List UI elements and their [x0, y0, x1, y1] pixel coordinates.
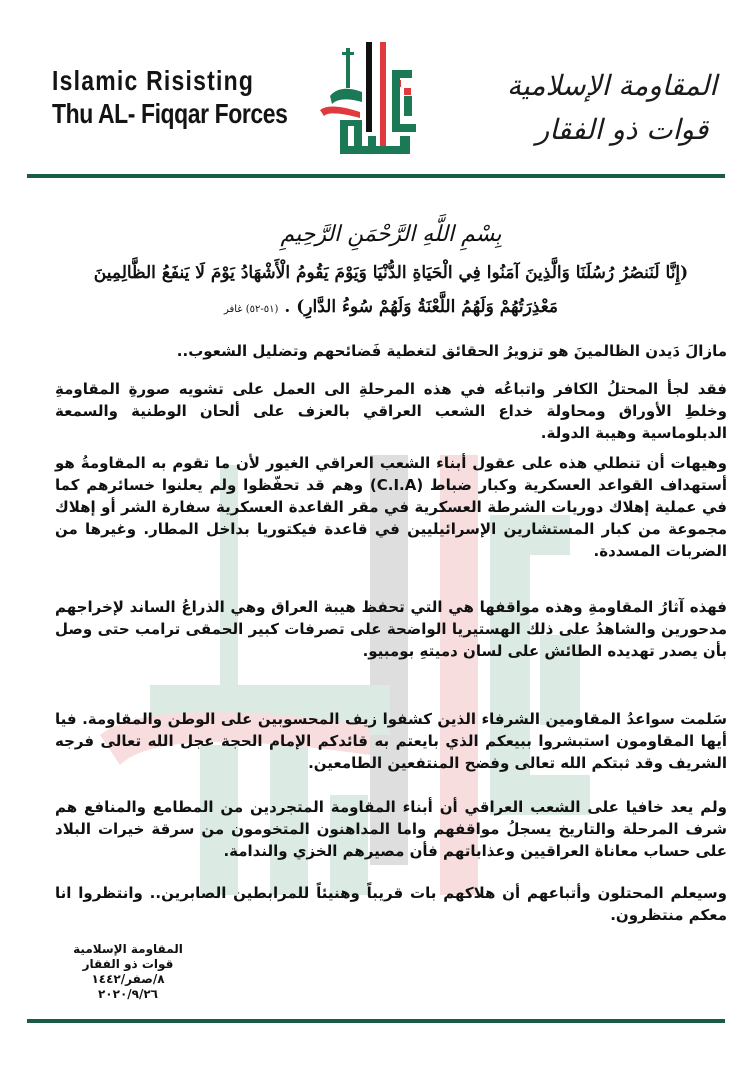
- paragraph-4: سَلمت سواعدُ المقاومين الشرفاء الذين كشفوا زيف المحسوبين على الوطن والمقاومة. فيا أيها المقاومون استبشروا ببيعكم الذي بايعتم به قائدكم الإمام الحجة عجل الله تعالى فرجه الشريف وقد ثبتكم الله تعالى وفضح المنتفعين الطامعين.: [55, 710, 727, 772]
- paragraph-5: ولم يعد خافيا على الشعب العراقي أن أبناء المقاومة المتجردين من المطامع والمنافع هم شرف المرحلة والتاريخ يسجلُ مواقفهم واما المداهنون المتخومون من سرقة خيرات البلاد على حساب معاناة العراقيين وعذاباتهم فأن مصيرهم الخزي والندامة.: [55, 798, 727, 860]
- english-title-line1: Islamic Risisting: [52, 65, 255, 96]
- english-title-line2: Thu AL- Fiqqar Forces: [52, 98, 288, 129]
- arabic-title-line1: المقاومة الإسلامية: [507, 69, 717, 102]
- arabic-org-name: [507, 64, 717, 152]
- arabic-title-line2: قوات ذو الفقار: [535, 113, 709, 146]
- signature-org: المقاومة الإسلامية: [73, 942, 183, 956]
- paragraph-2: وهيهات أن تنطلي هذه على عقول أبناء الشعب العراقي الغيور لأن ما تقوم به المقاومةُ هو أستهداف القواعد العسكرية وكبار ضباط (C.I.A) وهم قد تحفّظوا ولم يعلنوا خسائرهم كما في عملية إهلاك دوريات الشرطة العسكرية في مقر القاعدة العسكرية سفارة الشر أو إهلاك مجموعة من كبار المستشارين الإسرائيليين في قاعدة فيكتوريا بداخل المطار. وغيرها من الضربات المسددة.: [55, 454, 727, 560]
- verse-reference: (٥١-٥٢) غافر: [223, 304, 279, 315]
- hijri-date: ٨/صفر/١٤٤٢: [91, 972, 165, 986]
- logo-red-bar: [380, 42, 386, 154]
- intro-paragraph: مازالَ دَيدن الظالمينَ هو تزويرُ الحقائق لتغطية فَضائحهم وتضليل الشعوب..: [176, 342, 727, 360]
- letterhead: [0, 0, 755, 180]
- quran-verse: [55, 256, 727, 327]
- verse-line1: (إِنَّا لَنَنصُرُ رُسُلَنَا وَالَّذِينَ آمَنُوا فِي الْحَيَاةِ الدُّنْيَا وَيَوْمَ يَقُومُ الْأَشْهَادُ يَوْمَ لَا يَنفَعُ الظَّالِمِينَ: [93, 263, 689, 283]
- closing-paragraph: وسيعلم المحتلون وأتباعهم أن هلاكهم بات قريباً وهنيئاً للمرابطين الصابرين.. وانتظروا انا معكم منتظرون.: [55, 884, 727, 924]
- signature-block: [58, 942, 198, 1002]
- basmala: بِسْمِ اللَّهِ الرَّحْمَنِ الرَّحِيمِ: [280, 222, 502, 247]
- paragraph-1: فقد لجأ المحتلُ الكافر واتباعُه في هذه المرحلةِ الى العمل على تشويه صورةِ المقاومةِ وخلطِ الأوراق ومحاولة خداع الشعب العراقي بالعزف على ألحان الوطنية والسمعة الدبلوماسية وهيبة الدولة.: [55, 380, 727, 442]
- gregorian-date: ٢٠٢٠/٩/٢٦: [97, 987, 159, 1001]
- footer-divider: [27, 1019, 725, 1023]
- header-divider: [27, 174, 725, 178]
- verse-line2: مَعْذِرَتُهُمْ وَلَهُمُ اللَّعْنَةُ وَلَهُمْ سُوءُ الدَّارِ) .: [284, 297, 559, 317]
- logo-black-bar: [366, 42, 372, 132]
- statement-body: [55, 220, 727, 924]
- logo-red-stroke: [320, 106, 360, 118]
- english-org-name: [52, 66, 287, 132]
- org-logo-icon: [300, 40, 430, 160]
- paragraph-3: فهذه آثارُ المقاومةِ وهذه مواقفها هي التي تحفظ هيبة العراق وهي الذراعُ الساند لإخراجهم مدحورين والشاهدُ على ذلك الهستيريا الواضحة على تصرفات كبير الحمقى ترامب حتى وصل بأن يصدر تهديده الطائش على لسان دميتهِ بومبيو.: [55, 598, 727, 660]
- signature-forces: قوات ذو الفقار: [82, 957, 174, 971]
